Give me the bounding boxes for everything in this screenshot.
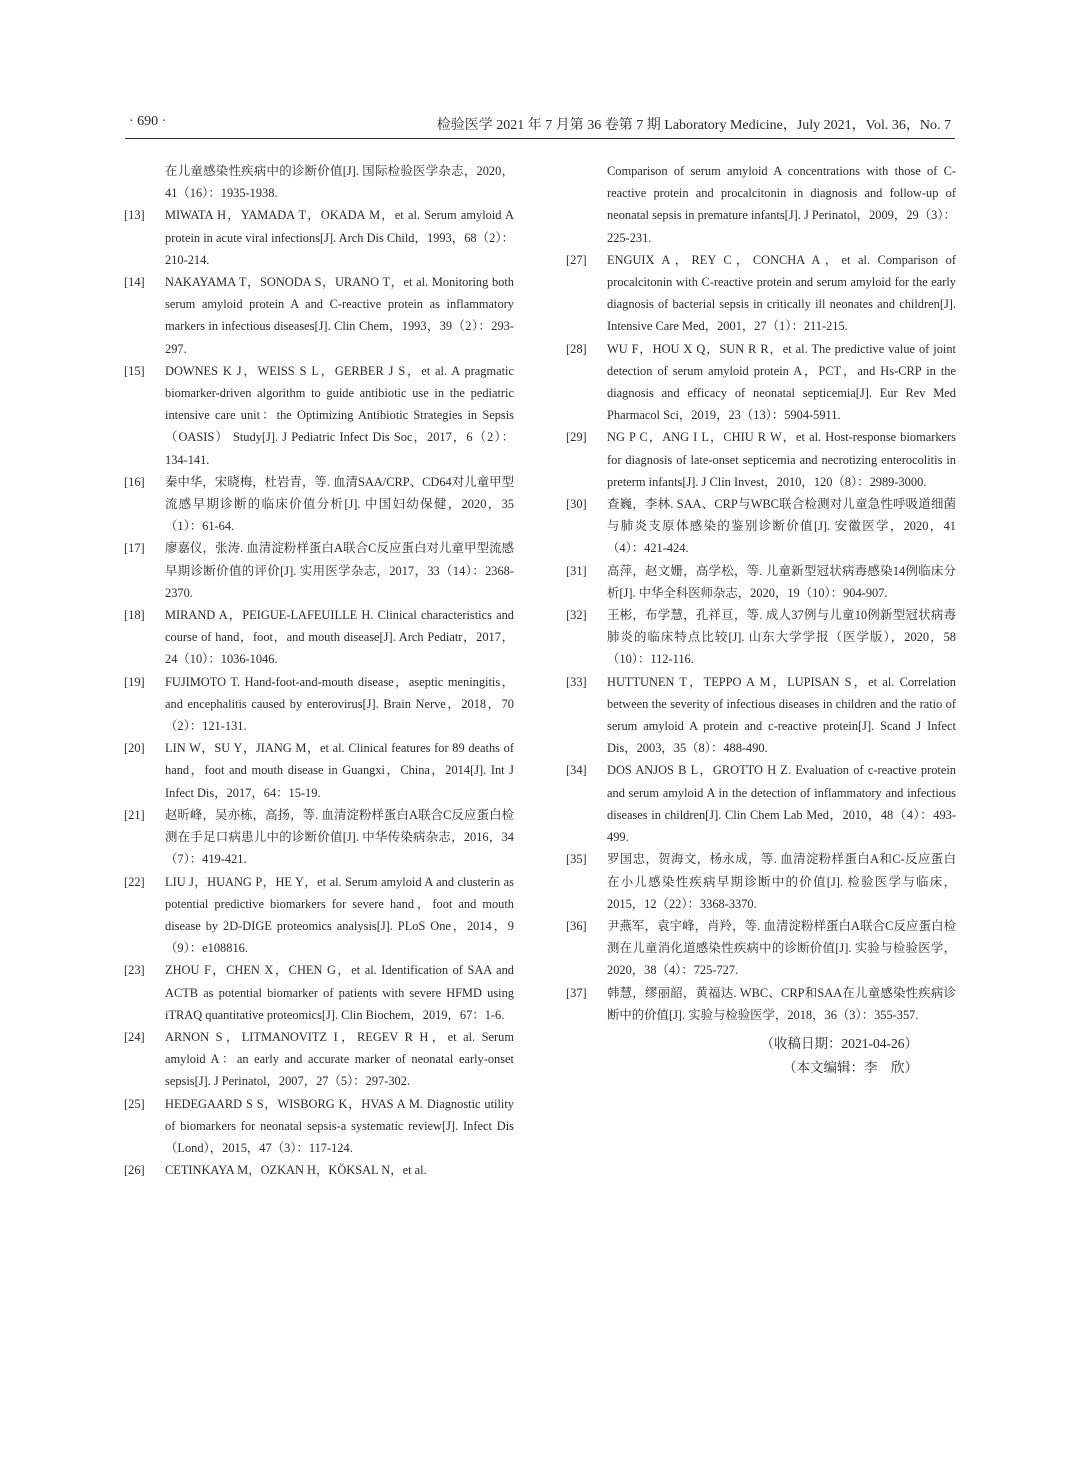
reference-text: LIU J，HUANG P，HE Y，et al. Serum amyloid A and clusterin as potential predictive biomarkers for severe hand，foot and mouth disease by 2D-DIGE proteomics analysis[J]. PLoS One，2014，9（9）：e108816. [165,874,514,956]
reference-number: [26] [124,1163,145,1178]
reference-text: HEDEGAARD S S，WISBORG K，HVAS A M. Diagnostic utility of biomarkers for neonatal sepsis-a systematic review[J]. Infect Dis（Lond），2015，47（3）：117-124. [165,1096,514,1155]
reference-number: [19] [124,674,145,689]
reference-23 [124,959,514,1026]
reference-number: [34] [566,763,587,778]
reference-13 [124,204,514,271]
reference-33 [566,671,956,760]
reference-34 [566,759,956,848]
reference-35 [566,848,956,915]
reference-number: [13] [124,208,145,223]
reference-number: [28] [566,341,587,356]
reference-number: [24] [124,1029,145,1044]
reference-number: [14] [124,275,145,290]
reference-17 [124,537,514,604]
reference-number: [23] [124,963,145,978]
reference-18 [124,604,514,671]
reference-16 [124,471,514,538]
reference-text: NAKAYAMA T，SONODA S，URANO T，et al. Monitoring both serum amyloid protein A and C-reactive protein as inflammatory markers in infectious diseases[J]. Clin Chem，1993，39（2）：293-297. [165,275,514,356]
reference-text: HUTTUNEN T，TEPPO A M，LUPISAN S，et al. Correlation between the severity of infectious diseases in children and the ratio of serum amyloid A protein and c-reactive protein[J]. Scand J Infect Dis，2003，35（8）：488-490. [607,674,956,756]
reference-text: NG P C，ANG I L，CHIU R W，et al. Host-response biomarkers for diagnosis of late-onset septicemia and necrotizing enterocolitis in preterm infants[J]. J Clin Invest，2010，120（8）：2989-3000. [607,430,956,489]
reference-number: [15] [124,363,145,378]
reference-26 [124,1159,514,1181]
reference-30 [566,493,956,560]
reference-text: 王彬，布学慧，孔祥亘，等. 成人37例与儿童10例新型冠状病毒肺炎的临床特点比较[J]. 山东大学学报（医学版），2020，58（10）：112-116. [607,608,956,667]
reference-number: [35] [566,852,587,867]
reference-text: 赵昕峰，吴亦栋，高扬，等. 血清淀粉样蛋白A联合C反应蛋白检测在手足口病患儿中的诊断价值[J]. 中华传染病杂志，2016，34（7）：419-421. [165,807,514,867]
reference-37 [566,982,956,1026]
reference-31 [566,560,956,604]
journal-running-title: 检验医学 2021 年 7 月第 36 卷第 7 期 Laboratory Medicine，July 2021，Vol. 36，No. 7 [436,118,951,133]
reference-continuation: 在儿童感染性疾病中的诊断价值[J]. 国际检验医学杂志，2020，41（16）：1935-1938. [165,164,514,201]
reference-number: [36] [566,918,587,933]
reference-number: [31] [566,563,587,578]
reference-text: 秦中华，宋晓梅，杜岩青，等. 血清SAA/CRP、CD64对儿童甲型流感早期诊断的临床价值分析[J]. 中国妇幼保健，2020，35（1）：61-64. [165,474,514,534]
left-column [124,160,514,1181]
reference-15 [124,360,514,471]
reference-text: ARNON S，LITMANOVITZ I，REGEV R H，et al. Serum amyloid A：an early and accurate marker of neonatal early-onset sepsis[J]. J Perinatol，2007，27（5）：297-302. [165,1029,514,1089]
reference-text: ENGUIX A，REY C，CONCHA A，et al. Comparison of procalcitonin with C-reactive protein and serum amyloid for the early diagnosis of bacterial sepsis in critically ill neonates and children[J]. Intensive Care Med，2001，27（1）：211-215. [607,252,956,334]
reference-text: 尹燕军，袁宇峰，肖羚，等. 血清淀粉样蛋白A联合C反应蛋白检测在儿童消化道感染性疾病中的诊断价值[J]. 实验与检验医学，2020，38（4）：725-727. [607,918,956,978]
reference-number: [17] [124,541,145,556]
reference-text: 高萍，赵文姗，高学松，等. 儿童新型冠状病毒感染14例临床分析[J]. 中华全科医师杂志，2020，19（10）：904-907. [607,563,956,600]
reference-text: FUJIMOTO T. Hand-foot-and-mouth disease，aseptic meningitis，and encephalitis caused by enterovirus[J]. Brain Nerve，2018，70（2）：121-131. [165,674,514,734]
reference-20 [124,737,514,804]
reference-number: [25] [124,1096,145,1111]
reference-number: [18] [124,608,145,623]
page-header [125,112,955,139]
reference-text: 韩慧，缪丽韶，黄福达. WBC、CRP和SAA在儿童感染性疾病诊断中的价值[J]. 实验与检验医学，2018，36（3）：355-357. [607,985,956,1022]
reference-text: 廖嘉仪，张涛. 血清淀粉样蛋白A联合C反应蛋白对儿童甲型流感早期诊断价值的评价[J]. 实用医学杂志，2017，33（14）：2368-2370. [165,541,514,600]
reference-text: LIN W，SU Y，JIANG M，et al. Clinical features for 89 deaths of hand，foot and mouth disease in Guangxi，China，2014[J]. Int J Infect Dis，2017，64：15-19. [165,741,514,800]
reference-text: DOS ANJOS B L，GROTTO H Z. Evaluation of c-reactive protein and serum amyloid A in the detection of inflammatory and infectious diseases in children[J]. Clin Chem Lab Med，2010，48（4）：493-499. [607,763,956,845]
received-date: （收稿日期：2021-04-26） [760,1035,918,1051]
reference-25 [124,1093,514,1160]
reference-number: [20] [124,741,145,756]
reference-number: [33] [566,674,587,689]
reference-24 [124,1026,514,1093]
reference-number: [22] [124,874,145,889]
reference-text: DOWNES K J，WEISS S L，GERBER J S，et al. A pragmatic biomarker-driven algorithm to guide antibiotic use in the pediatric intensive care unit：the Optimizing Antibiotic Strategies in Sepsis（OASIS） Study[J]. J Pediatric Infect Dis Soc，2017，6（2）：134-141. [165,363,514,467]
reference-text: ZHOU F，CHEN X，CHEN G，et al. Identification of SAA and ACTB as potential biomarker of patients with severe HFMD using iTRAQ quantitative proteomics[J]. Clin Biochem，2019，67：1-6. [165,963,514,1022]
reference-number: [27] [566,252,587,267]
reference-19 [124,671,514,738]
reference-21 [124,804,514,871]
page-number: · 690 · [129,114,167,129]
reference-number: [29] [566,430,587,445]
reference-28 [566,338,956,427]
reference-number: [16] [124,474,145,489]
reference-text: CETINKAYA M，OZKAN H，KÖKSAL N，et al. [165,1163,427,1178]
reference-14 [124,271,514,360]
reference-22 [124,871,514,960]
reference-29 [566,426,956,493]
reference-number: [32] [566,608,587,623]
reference-text: MIRAND A，PEIGUE-LAFEUILLE H. Clinical characteristics and course of hand，foot，and mouth disease[J]. Arch Pediatr，2017，24（10）：1036-1046. [165,608,514,667]
reference-number: [21] [124,807,145,822]
reference-number: [30] [566,497,587,512]
reference-36 [566,915,956,982]
reference-text: WU F，HOU X Q，SUN R R，et al. The predictive value of joint detection of serum amyloid protein A，PCT，and Hs-CRP in the diagnosis and efficacy of neonatal septicemia[J]. Eur Rev Med Pharmacol Sci，2019，23（13）：5904-5911. [607,341,956,423]
editor-credit: （本文编辑：李 欣） [783,1059,918,1075]
reference-27 [566,249,956,338]
reference-text: 查巍，李林. SAA、CRP与WBC联合检测对儿童急性呼吸道细菌与肺炎支原体感染的鉴别诊断价值[J]. 安徽医学，2020，41（4）：421-424. [607,497,956,556]
reference-continuation: Comparison of serum amyloid A concentrations with those of C-reactive protein and procalcitonin in diagnosis and follow-up of neonatal sepsis in premature infants[J]. J Perinatol，2009，29（3）：225-231. [607,164,956,245]
reference-text: 罗国忠，贺海文，杨永成，等. 血清淀粉样蛋白A和C-反应蛋白在小儿感染性疾病早期诊断中的价值[J]. 检验医学与临床，2015，12（22）：3368-3370. [607,852,956,911]
reference-number: [37] [566,985,587,1000]
right-column [566,160,956,1080]
reference-32 [566,604,956,671]
reference-text: MIWATA H，YAMADA T，OKADA M，et al. Serum amyloid A protein in acute viral infections[J]. Arch Dis Child，1993，68（2）：210-214. [165,208,514,267]
